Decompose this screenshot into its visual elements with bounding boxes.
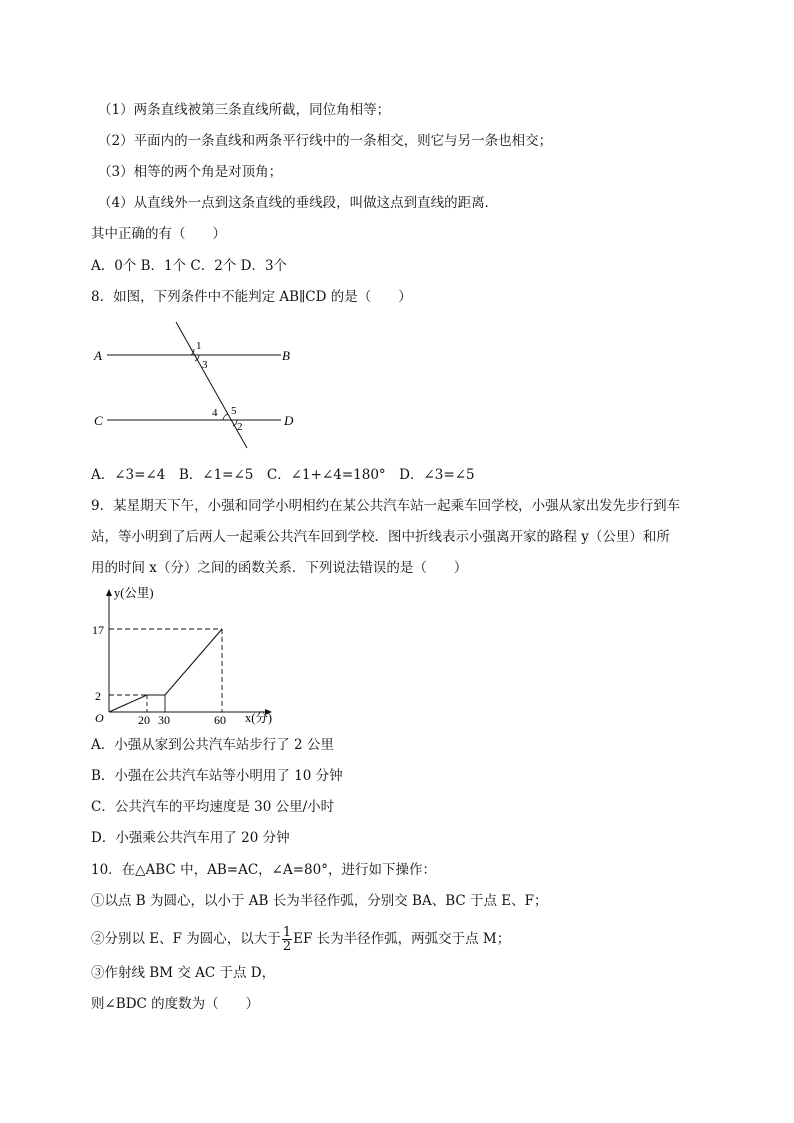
journey-polyline [109,629,222,712]
q7-stem: 其中正确的有（ ） [91,226,226,242]
label-b: B [282,348,290,363]
q9-option-d: D．小强乘公共汽车用了 20 分钟 [91,830,290,846]
x-tick-60: 60 [214,713,226,727]
y-tick-2: 2 [95,689,101,703]
label-d: D [284,413,294,428]
parallel-lines-figure [91,318,306,454]
x-tick-30: 30 [158,713,170,727]
q10-step-2-suffix: EF 长为半径作弧，两弧交于点 M； [293,931,511,947]
y-tick-17: 17 [92,623,104,637]
label-a: A [94,348,102,363]
q8-options: A．∠3=∠4 B．∠1=∠5 C．∠1+∠4=180° D．∠3=∠5 [91,467,475,483]
statement-3: （3）相等的两个角是对顶角； [98,164,283,180]
q7-options: A．0个 B．1个 C．2个 D．3个 [91,258,288,274]
q10-step-3: ③作射线 BM 交 AC 于点 D， [91,965,276,981]
statement-1: （1）两条直线被第三条直线所截，同位角相等； [98,102,391,118]
y-axis-label: y(公里) [114,586,154,600]
q9-option-b: B．小强在公共汽车站等小明用了 10 分钟 [91,768,343,784]
q10-step-2 [91,926,510,953]
q10-stem: 10．在△ABC 中，AB=AC，∠A=80°，进行如下操作： [91,862,436,878]
q9-stem-line1: 9．某星期天下午，小强和同学小明相约在某公共汽车站一起乘车回学校，小强从家出发先步行到车 [91,498,681,514]
q9-stem-line2: 站，等小明到了后两人一起乘公共汽车回到学校．图中折线表示小强离开家的路程 y（公里）和所 [91,529,670,545]
q10-step-1: ①以点 B 为圆心，以小于 AB 长为半径作弧，分别交 BA、BC 于点 E、F； [91,893,548,909]
label-angle-5: 5 [231,405,237,417]
statement-4: （4）从直线外一点到这条直线的垂线段，叫做这点到直线的距离． [98,195,499,211]
q10-step-2-prefix: ②分别以 E、F 为圆心，以大于 [91,931,281,947]
q8-stem: 8．如图，下列条件中不能判定 AB∥CD 的是（ ） [91,289,412,305]
fraction-numerator: 1 [282,925,292,940]
angle-arc-4 [223,414,228,420]
statement-2: （2）平面内的一条直线和两条平行线中的一条相交，则它与另一条也相交； [98,133,553,149]
distance-time-graph [91,582,286,727]
q9-option-a: A．小强从家到公共汽车站步行了 2 公里 [91,737,334,753]
q10-question: 则∠BDC 的度数为（ ） [91,996,260,1012]
x-axis-label: x(分) [245,711,273,725]
label-c: C [94,413,103,428]
label-angle-2: 2 [237,421,243,433]
q9-option-c: C．公共汽车的平均速度是 30 公里/小时 [91,799,335,815]
label-angle-1: 1 [196,340,202,352]
q9-stem-line3: 用的时间 x（分）之间的函数关系．下列说法错误的是（ ） [91,560,468,576]
label-angle-3: 3 [202,359,208,371]
x-tick-20: 20 [138,713,150,727]
fraction-denominator: 2 [282,939,292,954]
origin-label: O [95,711,104,725]
fraction-one-half [282,926,292,953]
label-angle-4: 4 [212,407,218,419]
